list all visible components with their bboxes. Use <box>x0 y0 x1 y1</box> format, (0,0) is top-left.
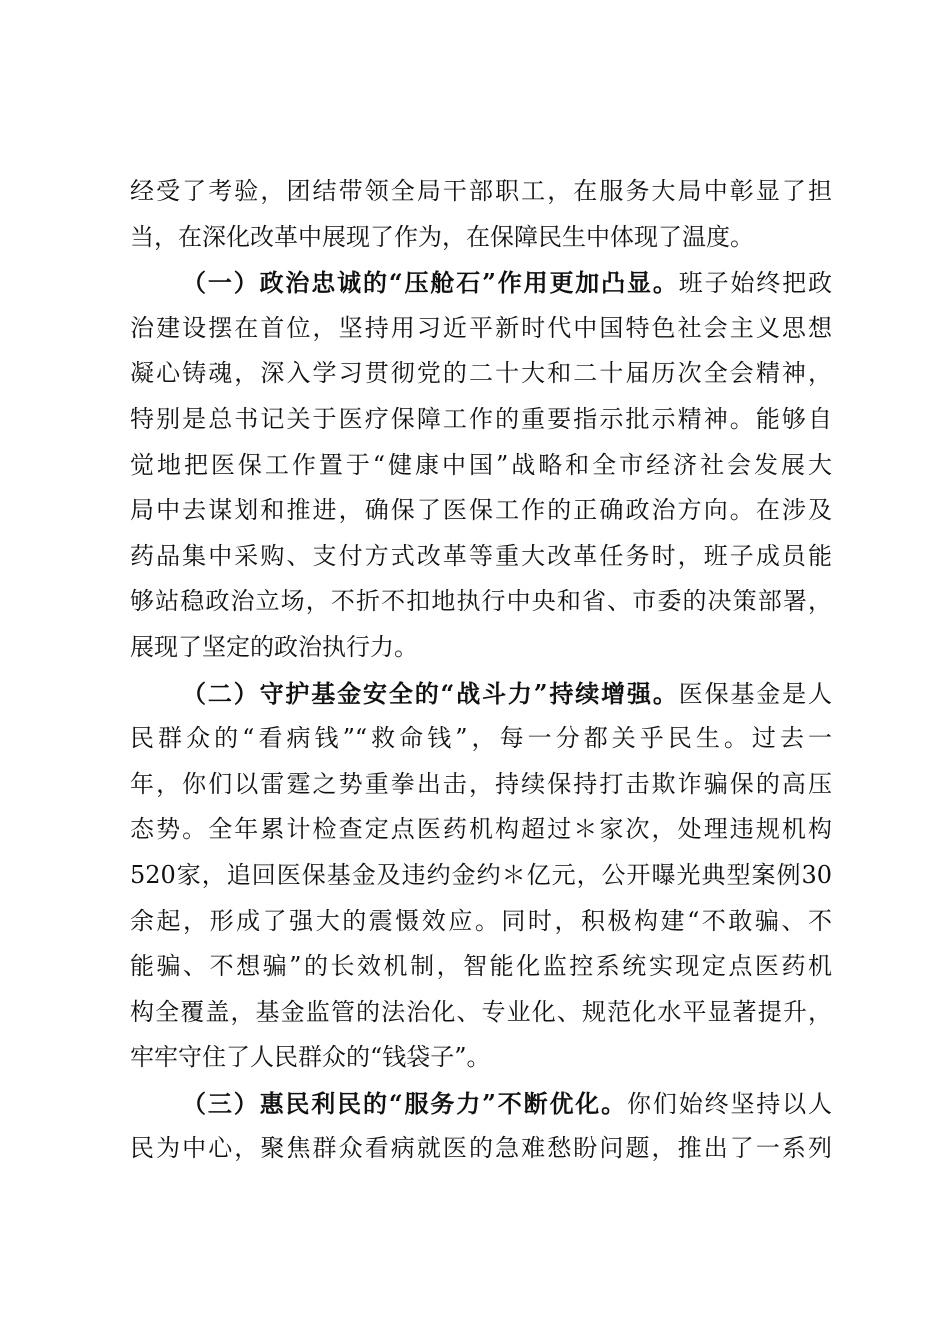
text-line: 当，在深化改革中展现了作为，在保障民生中体现了温度。 <box>130 222 754 251</box>
text-line: 药品集中采购、支付方式改革等重大改革任务时，班子成员能 <box>130 541 832 570</box>
text-line: 余起，形成了强大的震慑效应。同时，积极构建“不敢骗、不 <box>130 906 832 935</box>
text-line: 态势。全年累计检查定点医药机构超过＊家次，处理违规机构 <box>130 815 832 844</box>
text-line: 能骗、不想骗”的长效机制，智能化监控系统实现定点医药机 <box>130 952 832 981</box>
text-line: 特别是总书记关于医疗保障工作的重要指示批示精神。能够自 <box>130 404 832 433</box>
text-line: 民为中心，聚焦群众看病就医的急难愁盼问题，推出了一系列 <box>130 1134 832 1163</box>
text-line: 够站稳政治立场，不折不扣地执行中央和省、市委的决策部署， <box>130 587 832 616</box>
text-line: 觉地把医保工作置于“健康中国”战略和全市经济社会发展大 <box>130 450 832 479</box>
text-line: 民群众的“看病钱”“救命钱”，每一分都关乎民生。过去一 <box>130 724 832 753</box>
text-line: 牢牢守住了人民群众的“钱袋子”。 <box>130 1043 491 1072</box>
text-line: 构全覆盖，基金监管的法治化、专业化、规范化水平显著提升， <box>130 997 832 1026</box>
text-line: 局中去谋划和推进，确保了医保工作的正确政治方向。在涉及 <box>130 496 832 525</box>
text-line: 经受了考验，团结带领全局干部职工，在服务大局中彰显了担 <box>130 177 832 205</box>
text-line: 治建设摆在首位，坚持用习近平新时代中国特色社会主义思想 <box>130 313 832 342</box>
section-heading: （二）守护基金安全的“战斗力”持续增强。 <box>182 678 679 708</box>
section-1-first-line <box>130 260 832 306</box>
section-3-first-line <box>130 1081 832 1127</box>
section-2-first-line <box>130 671 832 717</box>
text-line: 520家，追回医保基金及违约金约＊亿元，公开曝光典型案例30 <box>130 860 832 889</box>
text-span: 你们始终坚持以人 <box>627 1089 833 1118</box>
text-line: 凝心铸魂，深入学习贯彻党的二十大和二十届历次全会精神， <box>130 359 832 388</box>
text-span: 班子始终把政 <box>678 269 833 298</box>
text-line: 展现了坚定的政治执行力。 <box>130 632 418 661</box>
text-line: 年，你们以雷霆之势重拳出击，持续保持打击欺诈骗保的高压 <box>130 769 832 798</box>
section-heading: （三）惠民利民的“服务力”不断优化。 <box>182 1088 628 1118</box>
section-heading: （一）政治忠诚的“压舱石”作用更加凸显。 <box>182 268 679 298</box>
document-page <box>130 169 832 1172</box>
text-span: 医保基金是人 <box>678 679 833 708</box>
